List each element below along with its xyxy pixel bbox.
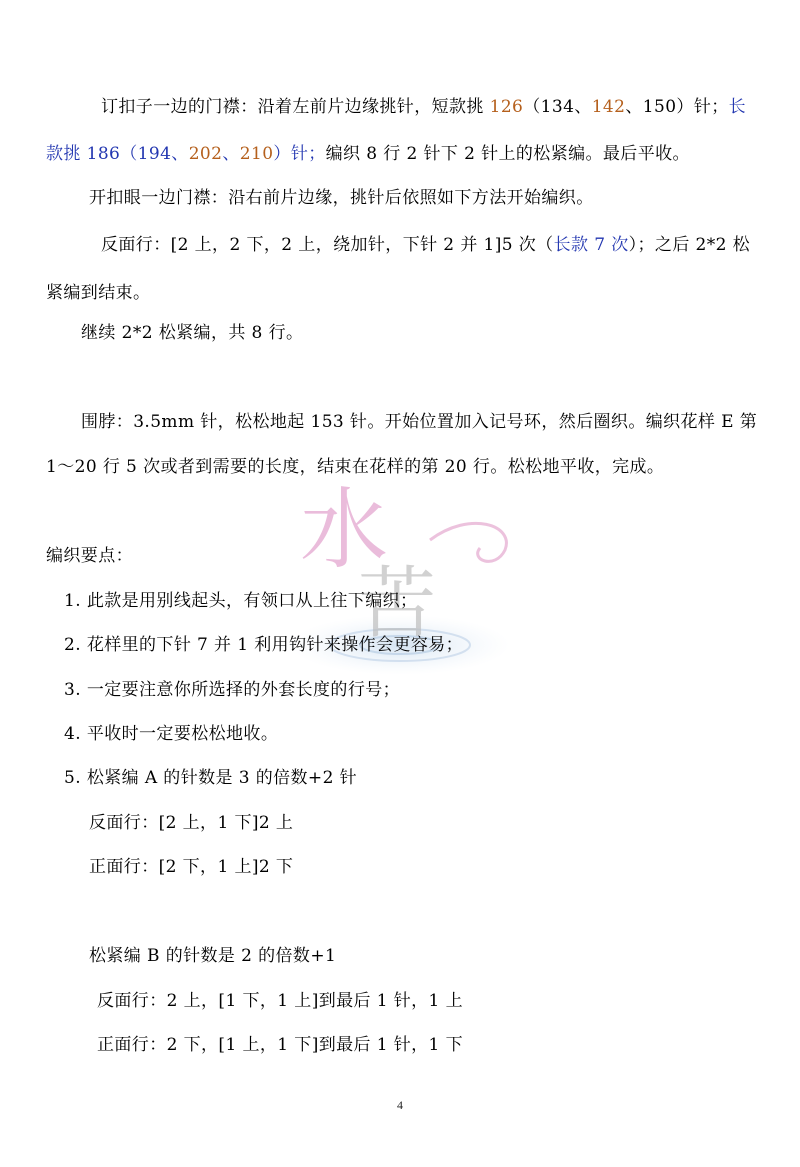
long-count-210: 210 <box>239 144 274 164</box>
note-item-4: 4. 平收时一定要松松地收。 <box>64 724 279 744</box>
scarf-line-2: 1～20 行 5 次或者到需要的长度，结束在花样的第 20 行。松松地平收，完成。 <box>46 457 665 477</box>
note-item-5: 5. 松紧编 A 的针数是 3 的倍数+2 针 <box>64 768 357 788</box>
note-item-1: 1. 此款是用别线起头，有领口从上往下编织； <box>64 591 418 611</box>
short-count-126: 126 <box>489 97 524 117</box>
page-number: 4 <box>397 1098 403 1112</box>
rib-a-wrong-side: 反面行：[2 上，1 下]2 上 <box>89 813 294 833</box>
text: 编织 8 行 2 针下 2 针上的松紧编。最后平收。 <box>325 144 690 164</box>
long-count-text: 款挑 186（194、 <box>46 144 189 164</box>
text: ）针； <box>273 144 326 164</box>
placket-buttons-line-1 <box>101 96 746 118</box>
long-label: 长 <box>728 97 747 117</box>
long-count-202: 202 <box>188 144 223 164</box>
rib-b-right-side: 正面行：2 下，[1 上，1 下]到最后 1 针，1 下 <box>97 1035 463 1055</box>
placket-buttons-line-2 <box>46 143 690 165</box>
scarf-line-1: 围脖：3.5mm 针，松松地起 153 针。开始位置加入记号环，然后圈织。编织花样 E 第 <box>81 412 758 432</box>
text: ）；之后 2*2 松 <box>628 235 751 255</box>
wrong-side-row-line-2: 紧编到结束。 <box>46 283 151 303</box>
text: 、150）针； <box>625 97 729 117</box>
notes-heading: 编织要点： <box>46 546 133 566</box>
note-item-2: 2. 花样里的下针 7 并 1 利用钩针来操作会更容易； <box>64 635 464 655</box>
rib-b-title: 松紧编 B 的针数是 2 的倍数+1 <box>89 946 337 966</box>
watermark-char-1: 水 <box>300 478 389 581</box>
rib-a-right-side: 正面行：[2 下，1 上]2 下 <box>89 857 294 877</box>
short-count-142: 142 <box>591 97 626 117</box>
text: 、 <box>222 144 240 164</box>
watermark-char-2: 苦 <box>358 559 437 649</box>
placket-buttonholes-line: 开扣眼一边门襟：沿右前片边缘，挑针后依照如下方法开始编织。 <box>89 188 594 208</box>
continue-rib-line: 继续 2*2 松紧编，共 8 行。 <box>81 323 304 343</box>
rib-b-wrong-side: 反面行：2 上，[1 下，1 上]到最后 1 针，1 上 <box>97 991 463 1011</box>
note-item-3: 3. 一定要注意你所选择的外套长度的行号； <box>64 680 401 700</box>
long-7-times: 长款 7 次 <box>553 235 629 255</box>
text: 反面行：[2 上，2 下，2 上，绕加针，下针 2 并 1]5 次（ <box>101 235 554 255</box>
wrong-side-row-line-1 <box>101 234 750 256</box>
text: 订扣子一边的门襟：沿着左前片边缘挑针，短款挑 <box>101 97 490 117</box>
text: （134、 <box>523 97 592 117</box>
